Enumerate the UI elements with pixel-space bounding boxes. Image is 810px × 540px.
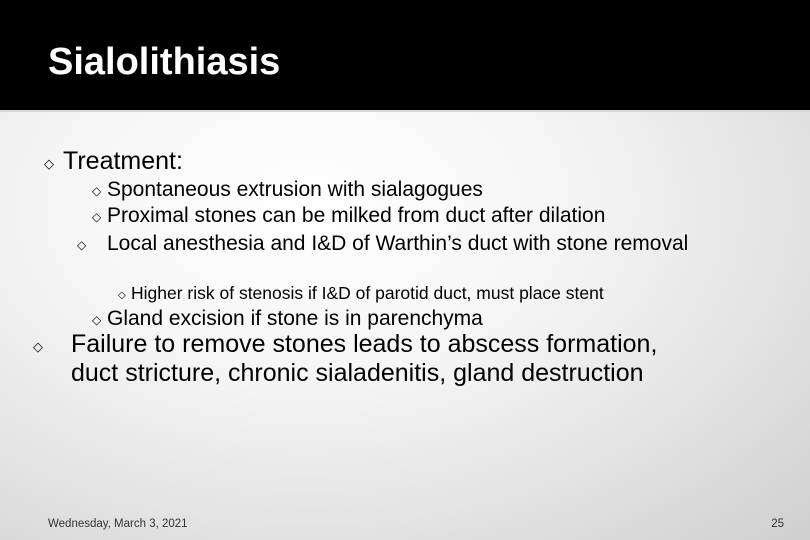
bullet-proximal — [92, 204, 772, 230]
bullet-text: Failure to remove stones leads to abscess formation, duct stricture, chronic sialadenitis, gland destruction — [71, 330, 658, 387]
hollow-diamond-bullet-icon: ◇ — [92, 210, 102, 224]
bullet-local-anesthesia — [77, 232, 747, 258]
bullet-text: Spontaneous extrusion with sialagogues — [107, 178, 483, 201]
content-area — [0, 112, 810, 540]
title-bar — [0, 0, 810, 110]
hollow-diamond-bullet-icon: ◇ — [77, 238, 87, 252]
hollow-diamond-bullet-icon: ◇ — [92, 313, 102, 327]
bullet-text: Gland excision if stone is in parenchyma — [107, 307, 483, 330]
bullet-text: Treatment: — [63, 147, 183, 175]
bullet-text: Higher risk of stenosis if I&D of parotid duct, must place stent — [131, 283, 604, 303]
bullet-higher-risk — [118, 282, 798, 308]
bullet-failure — [33, 330, 711, 387]
bullet-spontaneous — [92, 178, 772, 204]
footer-date: Wednesday, March 3, 2021 — [48, 518, 188, 530]
hollow-diamond-bullet-icon: ◇ — [118, 290, 126, 301]
hollow-diamond-bullet-icon: ◇ — [44, 157, 54, 172]
slide-number: 25 — [771, 518, 784, 530]
bullet-treatment — [44, 149, 764, 178]
bullet-text: Local anesthesia and I&D of Warthin’s duct with stone removal — [107, 232, 689, 255]
hollow-diamond-bullet-icon: ◇ — [92, 184, 102, 198]
bullet-text: Proximal stones can be milked from duct after dilation — [107, 204, 606, 227]
slide-title: Sialolithiasis — [48, 41, 281, 83]
hollow-diamond-bullet-icon: ◇ — [33, 340, 43, 355]
